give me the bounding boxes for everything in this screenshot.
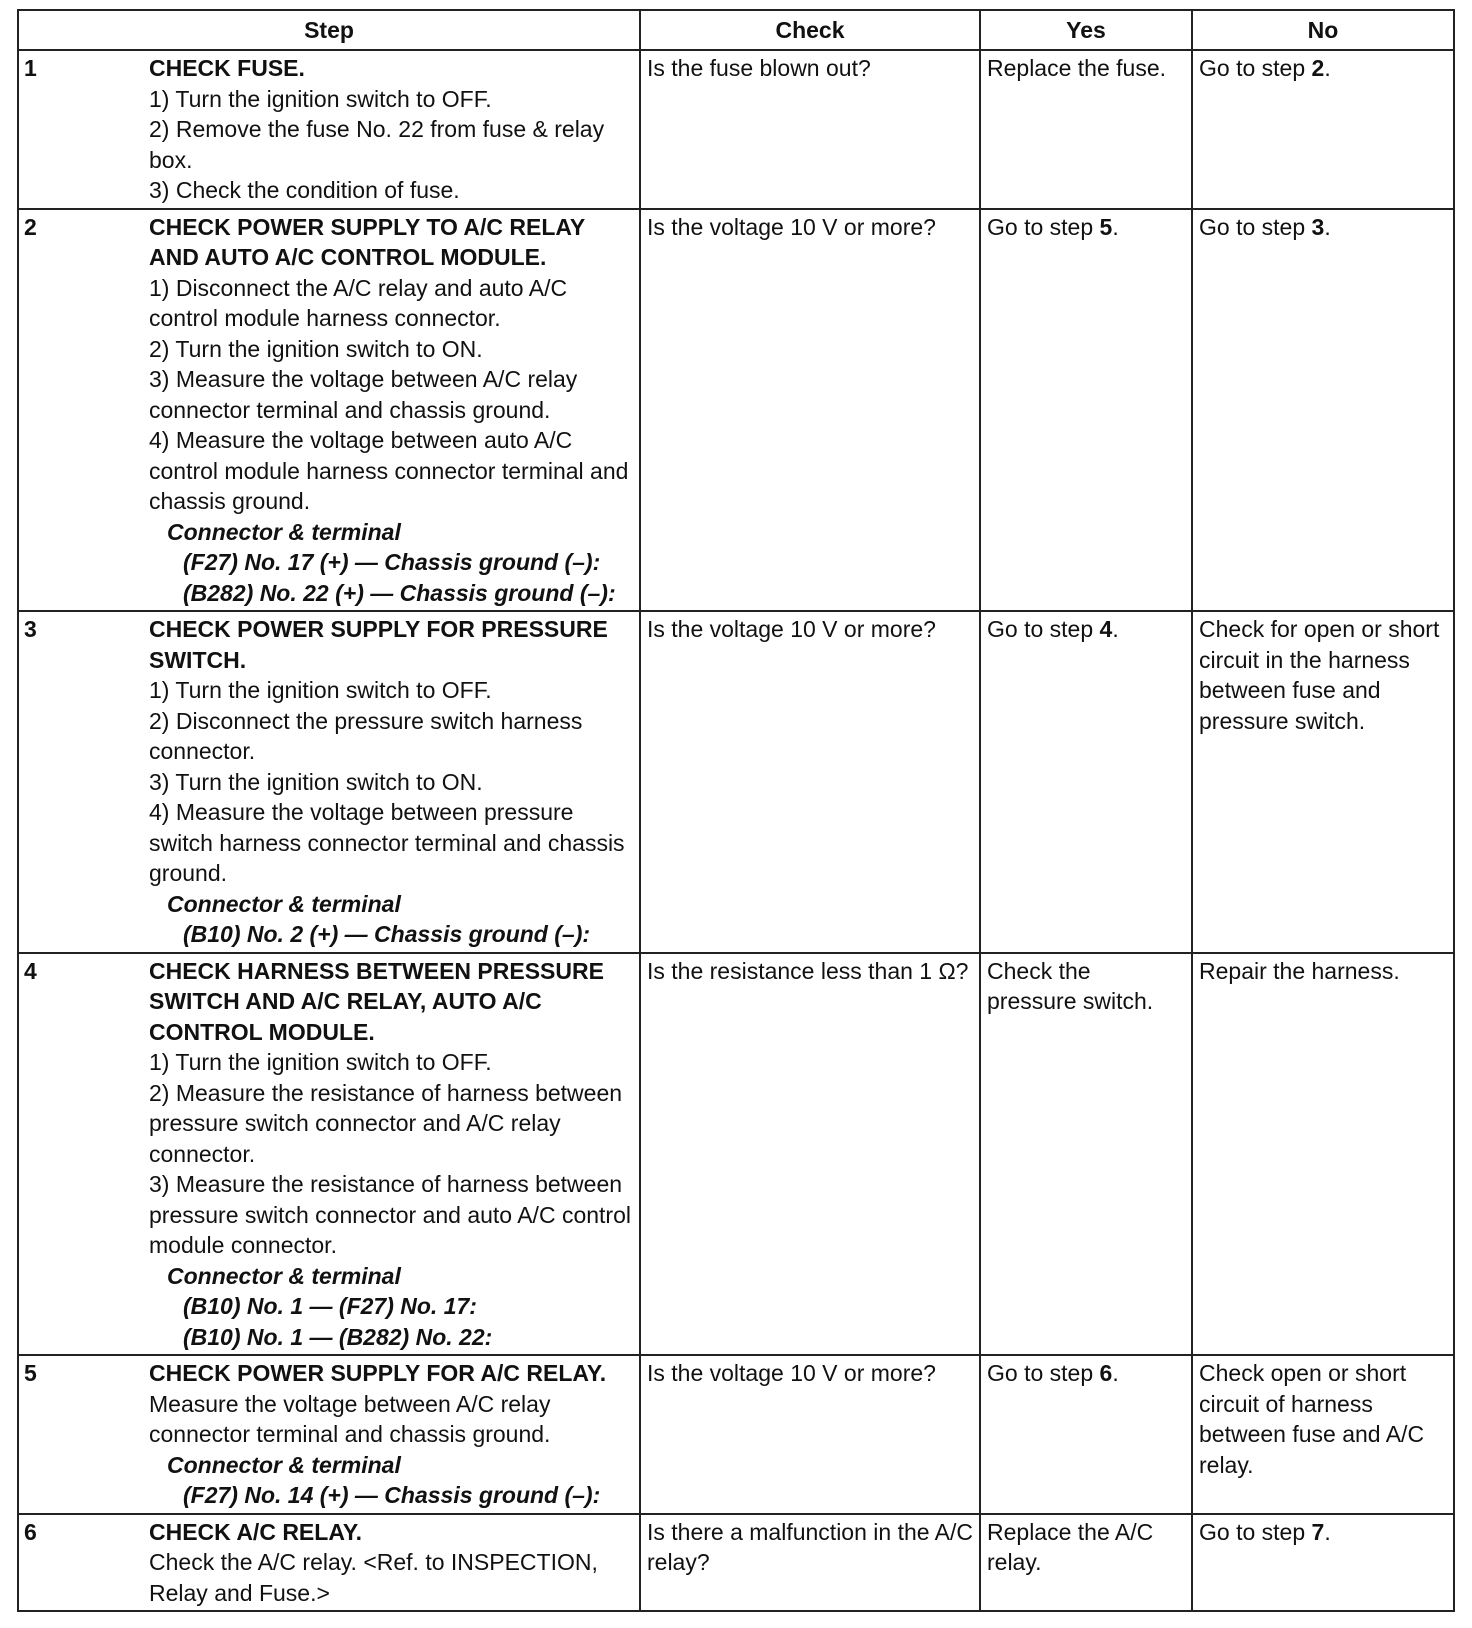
- step-reference: 2: [1311, 55, 1325, 81]
- header-step: Step: [18, 10, 640, 50]
- header-yes: Yes: [980, 10, 1192, 50]
- check-cell: Is the fuse blown out?: [640, 50, 980, 209]
- step-instruction: 4) Measure the voltage between auto A/C control module harness connector terminal and chassis ground.: [149, 427, 629, 514]
- yes-cell: [980, 50, 1192, 209]
- check-cell: Is the voltage 10 V or more?: [640, 611, 980, 953]
- step-instruction: 2) Remove the fuse No. 22 from fuse & relay box.: [149, 116, 605, 173]
- step-cell: [18, 50, 640, 209]
- yes-text: Go to step: [987, 213, 1100, 240]
- no-text: Go to step: [1199, 55, 1312, 81]
- step-number: 5: [24, 1360, 37, 1386]
- yes-text: Go to step: [987, 1360, 1100, 1386]
- no-text: Check open or short circuit of harness between fuse and A/C relay.: [1199, 1360, 1425, 1478]
- table-row: [18, 209, 1454, 612]
- connector-label: Connector & terminal: [167, 1451, 401, 1478]
- connector-terminal: (B10) No. 2 (+) — Chassis ground (–):: [183, 921, 591, 947]
- step-title: CHECK A/C RELAY.: [149, 1518, 362, 1545]
- yes-text: Check the pressure switch.: [987, 957, 1154, 1014]
- troubleshooting-table-page: [17, 9, 1453, 1612]
- yes-text: Replace the fuse.: [987, 55, 1167, 81]
- step-cell: [18, 611, 640, 953]
- step-instruction: 2) Measure the resistance of harness between pressure switch connector and A/C relay connector.: [149, 1079, 623, 1167]
- no-cell: [1192, 611, 1454, 953]
- connector-terminal: (B10) No. 1 — (F27) No. 17:: [183, 1293, 477, 1319]
- step-number: 2: [24, 213, 37, 240]
- step-reference: 6: [1099, 1360, 1113, 1386]
- punctuation: .: [1112, 213, 1119, 240]
- step-title: CHECK POWER SUPPLY TO A/C RELAY AND AUTO A/C CONTROL MODULE.: [149, 213, 585, 270]
- connector-terminal: (F27) No. 14 (+) — Chassis ground (–):: [183, 1482, 601, 1508]
- step-instruction: 1) Disconnect the A/C relay and auto A/C control module harness connector.: [149, 274, 568, 331]
- connector-terminal: (F27) No. 17 (+) — Chassis ground (–):: [183, 549, 601, 575]
- yes-cell: [980, 1355, 1192, 1514]
- step-title: CHECK HARNESS BETWEEN PRESSURE SWITCH AND A/C RELAY, AUTO A/C CONTROL MODULE.: [149, 957, 604, 1045]
- table-row: [18, 1355, 1454, 1514]
- step-title: CHECK POWER SUPPLY FOR PRESSURE SWITCH.: [149, 616, 608, 673]
- check-cell: Is the voltage 10 V or more?: [640, 209, 980, 612]
- no-text: Check for open or short circuit in the harness between fuse and pressure switch.: [1199, 616, 1440, 734]
- no-cell: [1192, 50, 1454, 209]
- step-instruction: 3) Measure the resistance of harness between pressure switch connector and auto A/C control module connector.: [149, 1171, 631, 1258]
- check-cell: Is the resistance less than 1 Ω?: [640, 953, 980, 1356]
- table-row: [18, 611, 1454, 953]
- step-instruction: 3) Measure the voltage between A/C relay connector terminal and chassis ground.: [149, 366, 578, 423]
- no-cell: [1192, 1355, 1454, 1514]
- step-number: 4: [24, 957, 37, 984]
- yes-cell: [980, 1514, 1192, 1612]
- step-number: 6: [24, 1518, 37, 1545]
- step-instruction: 3) Turn the ignition switch to ON.: [149, 768, 483, 795]
- punctuation: .: [1324, 55, 1331, 81]
- table-row: [18, 1514, 1454, 1612]
- step-number: 3: [24, 616, 37, 642]
- step-cell: [18, 953, 640, 1356]
- punctuation: .: [1324, 213, 1331, 240]
- connector-terminal: (B10) No. 1 — (B282) No. 22:: [183, 1323, 493, 1350]
- check-cell: Is there a malfunction in the A/C relay?: [640, 1514, 980, 1612]
- connector-terminal: (B282) No. 22 (+) — Chassis ground (–):: [183, 579, 616, 606]
- punctuation: .: [1112, 616, 1119, 642]
- step-instruction: 1) Turn the ignition switch to OFF.: [149, 677, 492, 703]
- punctuation: .: [1112, 1360, 1119, 1386]
- step-instruction: 2) Turn the ignition switch to ON.: [149, 335, 483, 362]
- step-instruction: Check the A/C relay. <Ref. to INSPECTION, Relay and Fuse.>: [149, 1549, 598, 1606]
- no-cell: [1192, 209, 1454, 612]
- table-row: [18, 953, 1454, 1356]
- diagnostic-table: [17, 9, 1455, 1612]
- step-instruction: 3) Check the condition of fuse.: [149, 177, 460, 203]
- step-instruction: 1) Turn the ignition switch to OFF.: [149, 1049, 492, 1075]
- step-number: 1: [24, 55, 37, 81]
- step-cell: [18, 209, 640, 612]
- punctuation: .: [1324, 1518, 1331, 1545]
- connector-label: Connector & terminal: [167, 890, 401, 917]
- step-instruction: 1) Turn the ignition switch to OFF.: [149, 85, 492, 112]
- header-no: No: [1192, 10, 1454, 50]
- table-row: [18, 50, 1454, 209]
- no-cell: [1192, 953, 1454, 1356]
- yes-text: Go to step: [987, 616, 1100, 642]
- step-instruction: Measure the voltage between A/C relay connector terminal and chassis ground.: [149, 1390, 551, 1447]
- yes-cell: [980, 611, 1192, 953]
- step-instruction: 4) Measure the voltage between pressure switch harness connector terminal and chassis ground.: [149, 799, 625, 886]
- yes-cell: [980, 953, 1192, 1356]
- yes-text: Replace the A/C relay.: [987, 1518, 1154, 1575]
- check-cell: Is the voltage 10 V or more?: [640, 1355, 980, 1514]
- step-title: CHECK POWER SUPPLY FOR A/C RELAY.: [149, 1360, 607, 1386]
- step-reference: 3: [1311, 213, 1325, 240]
- step-reference: 7: [1311, 1518, 1325, 1545]
- step-reference: 4: [1099, 616, 1113, 642]
- header-row: [18, 10, 1454, 50]
- connector-label: Connector & terminal: [167, 518, 401, 545]
- connector-label: Connector & terminal: [167, 1262, 401, 1289]
- step-title: CHECK FUSE.: [149, 55, 305, 81]
- step-instruction: 2) Disconnect the pressure switch harness connector.: [149, 707, 583, 764]
- no-text: Repair the harness.: [1199, 957, 1400, 984]
- header-check: Check: [640, 10, 980, 50]
- step-reference: 5: [1099, 213, 1113, 240]
- step-cell: [18, 1355, 640, 1514]
- no-text: Go to step: [1199, 1518, 1312, 1545]
- yes-cell: [980, 209, 1192, 612]
- no-text: Go to step: [1199, 213, 1312, 240]
- no-cell: [1192, 1514, 1454, 1612]
- step-cell: [18, 1514, 640, 1612]
